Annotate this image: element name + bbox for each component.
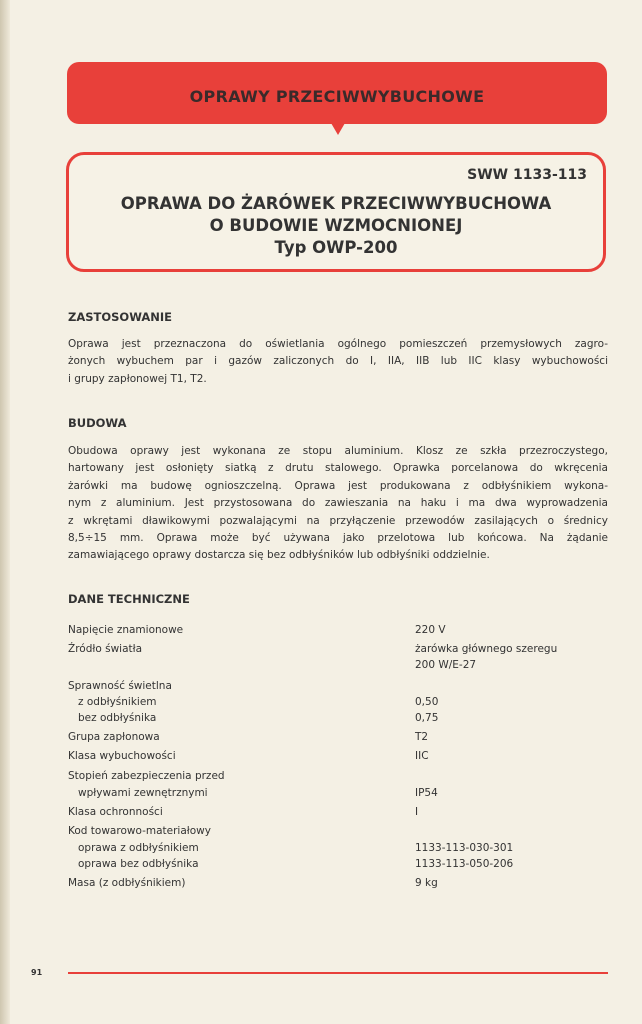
spec-value: 220 V: [415, 624, 446, 636]
spec-label: Źródło światła: [68, 643, 143, 655]
section-heading-dane-techniczne: DANE TECHNICZNE: [68, 592, 190, 606]
text-line: nym z aluminium. Jest przystosowana do zawieszania na haku i ma dwa wyprowadzenia: [68, 497, 608, 510]
spec-value: żarówka głównego szeregu: [415, 643, 558, 655]
standard-code: SWW 1133-113: [467, 167, 587, 183]
spec-value: 1133-113-030-301: [415, 842, 514, 854]
spec-label: bez odbłyśnika: [78, 712, 157, 724]
page-number: 91: [31, 968, 43, 977]
spec-row: [68, 806, 608, 824]
spec-value: T2: [415, 731, 429, 743]
text-line: Obudowa oprawy jest wykonana ze stopu aluminium. Klosz ze szkła przezroczystego,: [68, 445, 608, 457]
paragraph-budowa: [68, 443, 608, 565]
spec-label: Sprawność świetlna: [68, 680, 172, 692]
spec-value: 0,75: [415, 712, 439, 724]
text-line: hartowany jest osłonięty siatką z drutu stalowego. Oprawka porcelanowa do wkręcenia: [68, 462, 608, 475]
spec-label: Kod towarowo-materiałowy: [68, 825, 211, 837]
spec-label: oprawa bez odbłyśnika: [78, 858, 199, 870]
spec-row: [68, 750, 608, 768]
spec-value: I: [415, 806, 419, 818]
spec-row: [68, 624, 608, 642]
footer-rule: [68, 972, 608, 974]
spec-row: [68, 712, 608, 730]
spec-label: oprawa z odbłyśnikiem: [78, 842, 199, 854]
spec-value: 9 kg: [415, 877, 438, 889]
spec-label: Klasa ochronności: [68, 806, 163, 818]
text-line: i grupy zapłonowej T1, T2.: [68, 372, 207, 385]
section-heading-zastosowanie: ZASTOSOWANIE: [68, 310, 173, 324]
category-banner: [67, 62, 607, 124]
spec-row: [68, 825, 608, 843]
page-edge: [0, 0, 10, 1024]
product-title-line: OPRAWA DO ŻARÓWEK PRZECIWWYBUCHOWA: [120, 194, 552, 213]
text-line: żonych wybuchem par i gazów zaliczonych do I, IIA, IIB lub IIC klasy wybuchowości: [68, 355, 608, 368]
text-line: 8,5÷15 mm. Oprawa może być używana jako przelotowa lub końcowa. Na żądanie: [68, 532, 608, 545]
spec-row: [68, 877, 608, 895]
section-heading-budowa: BUDOWA: [68, 416, 127, 430]
spec-label: Klasa wybuchowości: [68, 750, 176, 762]
spec-row: [68, 770, 608, 788]
spec-label: wpływami zewnętrznymi: [78, 787, 208, 799]
spec-value: 0,50: [415, 696, 439, 708]
spec-label: Stopień zabezpieczenia przed: [68, 770, 225, 782]
spec-label: z odbłyśnikiem: [78, 696, 157, 708]
spec-row: [68, 659, 608, 677]
spec-row: [68, 787, 608, 805]
text-line: zamawiającego oprawy dostarcza się bez odbłyśników lub odbłyśniki oddzielnie.: [68, 549, 490, 562]
spec-value: 1133-113-050-206: [415, 858, 514, 870]
banner-pointer: [331, 123, 345, 135]
product-title-line: O BUDOWIE WZMOCNIONEJ: [209, 216, 463, 235]
spec-row: [68, 731, 608, 749]
text-line: z wkrętami dławikowymi pozwalającymi na przyłączenie przewodów zasilających o średnicy: [68, 514, 608, 527]
spec-value: 200 W/E-27: [415, 659, 477, 671]
text-line: Oprawa jest przeznaczona do oświetlania ogólnego pomieszczeń przemysłowych zagro-: [68, 338, 608, 350]
spec-label: Napięcie znamionowe: [68, 624, 184, 636]
text-line: żarówki ma budowę ognioszczelną. Oprawa jest produkowana z odbłyśnikiem wykona-: [68, 479, 608, 492]
product-type: Typ OWP-200: [274, 238, 398, 257]
product-title: [69, 193, 603, 259]
product-header: [66, 152, 606, 272]
spec-label: Masa (z odbłyśnikiem): [68, 877, 186, 889]
category-title: OPRAWY PRZECIWWYBUCHOWE: [189, 86, 485, 106]
spec-row: [68, 858, 608, 876]
paragraph-zastosowanie: [68, 336, 608, 388]
spec-value: IP54: [415, 787, 438, 799]
spec-label: Grupa zapłonowa: [68, 731, 160, 743]
spec-value: IIC: [415, 750, 429, 762]
